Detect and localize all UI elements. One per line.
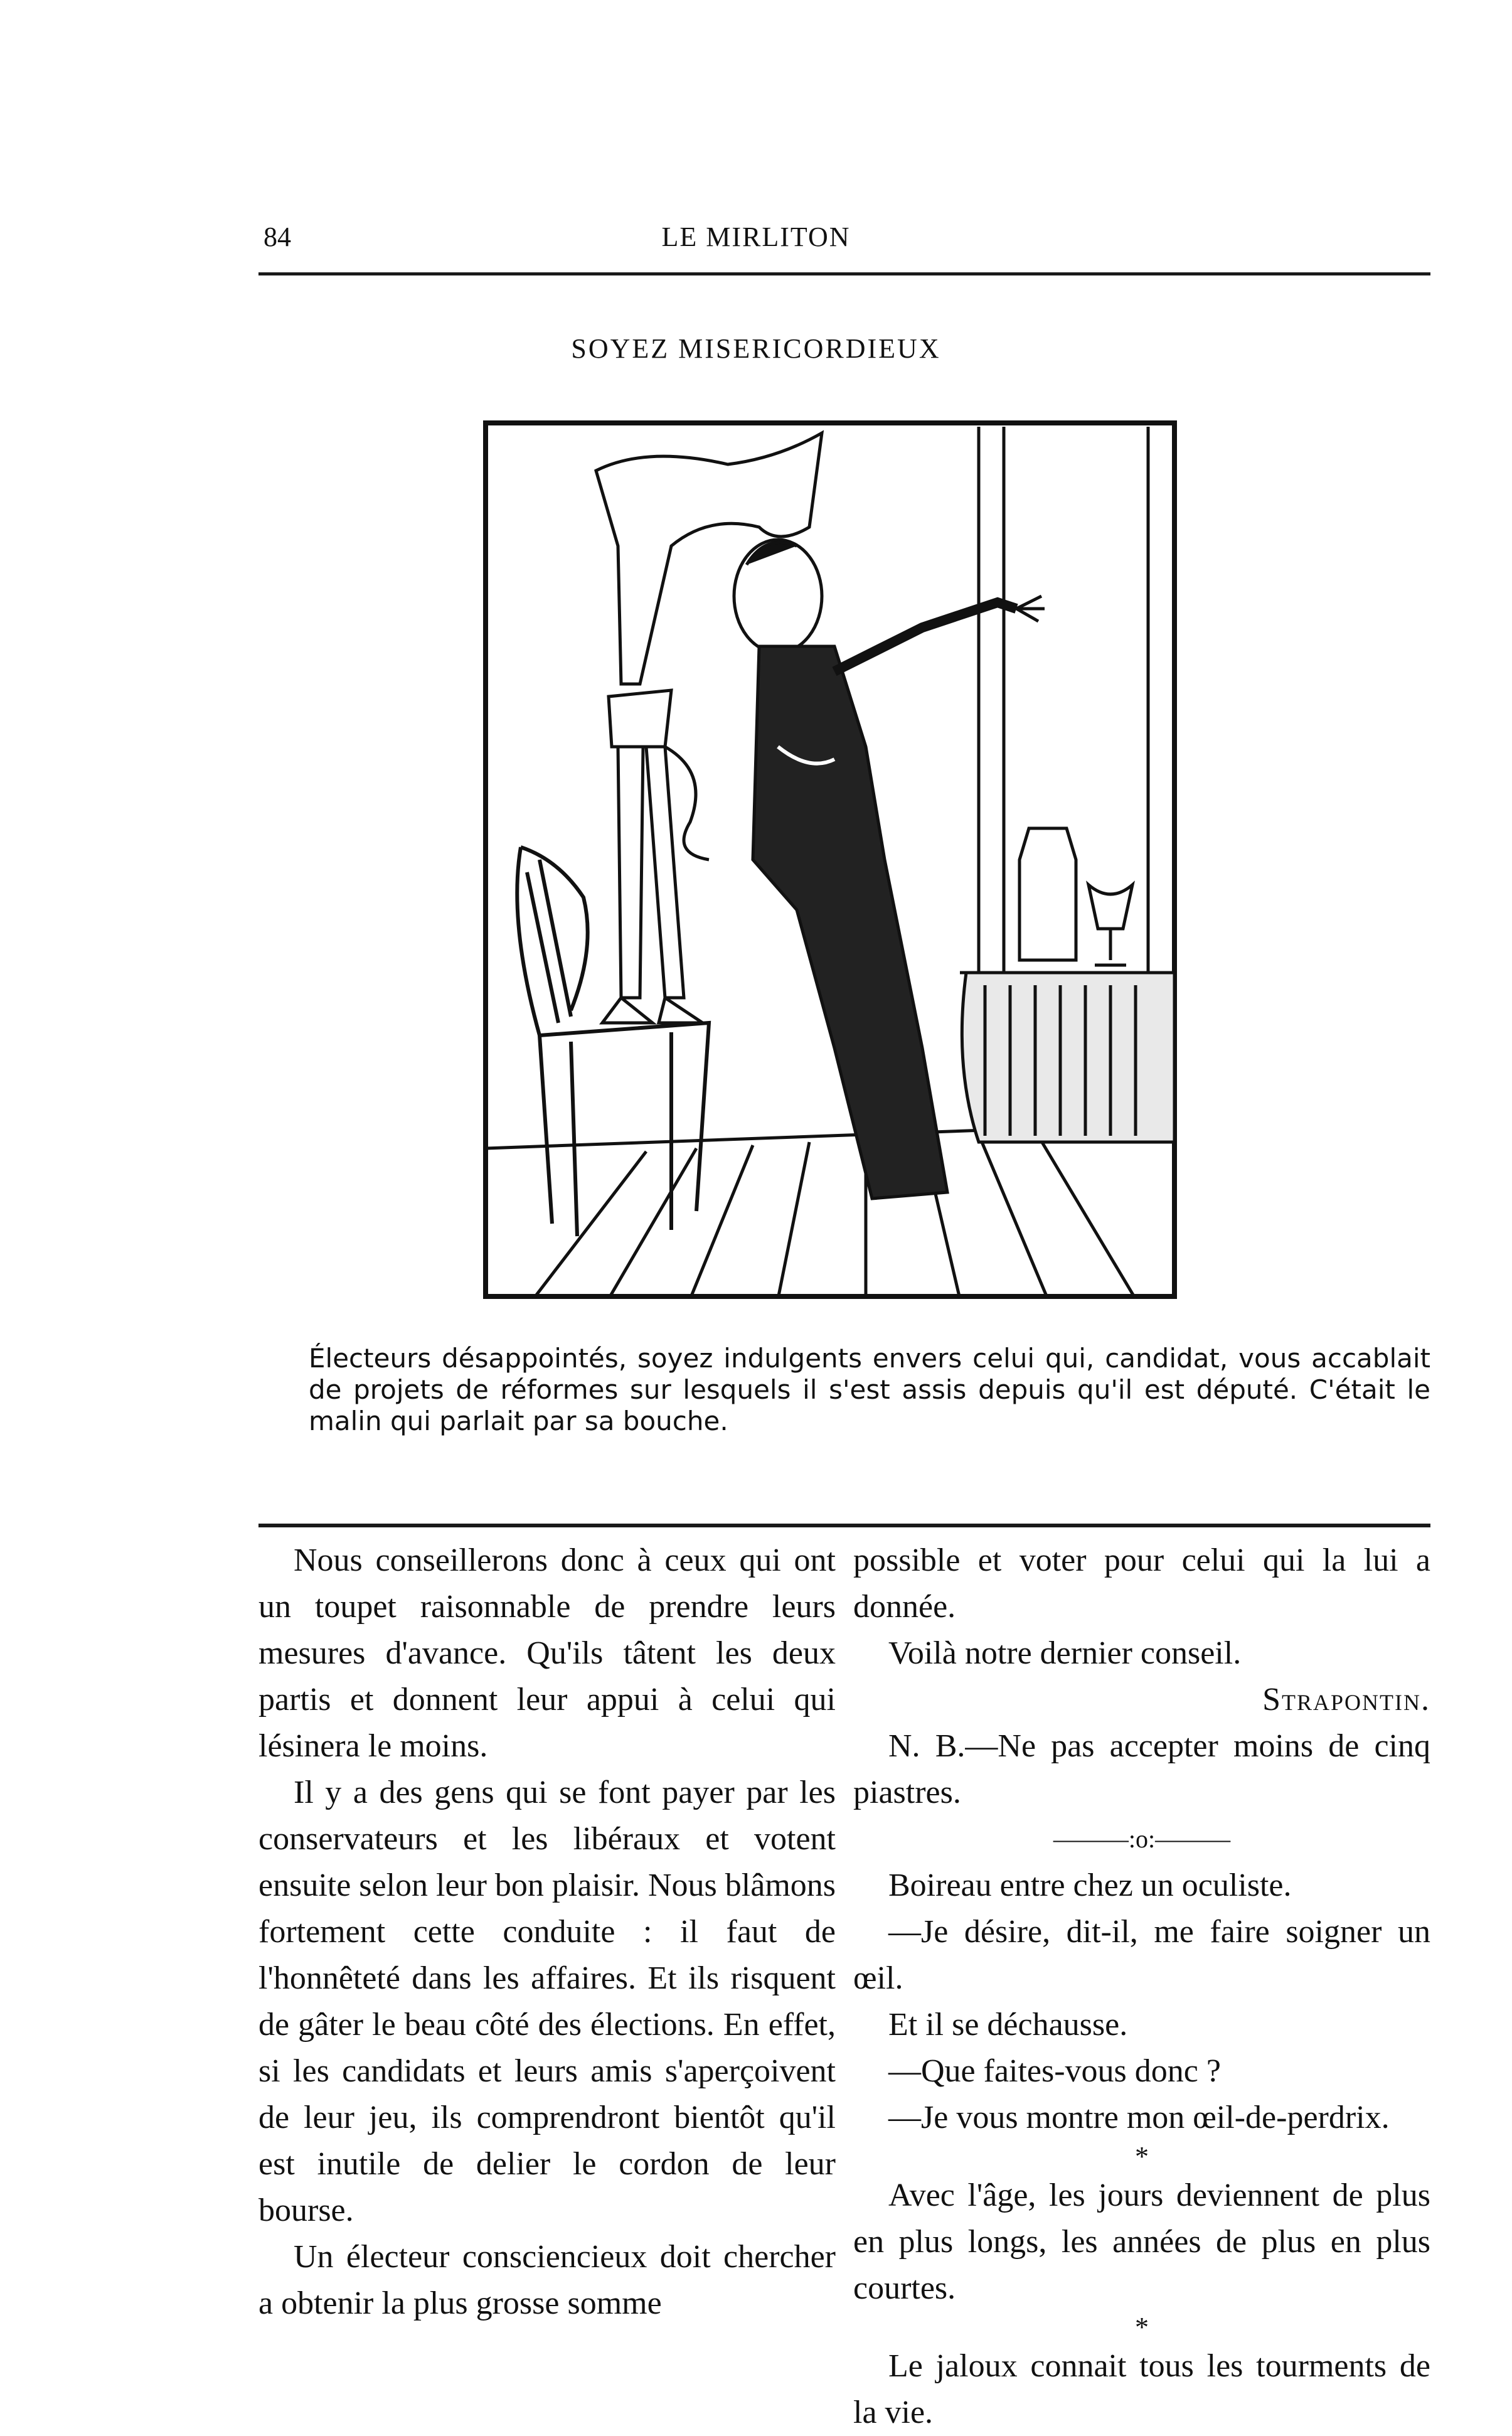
left-column [258, 1537, 836, 2327]
paragraph: Avec l'âge, les jours deviennent de plus en plus longs, les années de plus en plus courtes. [853, 2177, 1430, 2306]
caption-text: Électeurs désappointés, soyez indulgents envers celui qui, candidat, vous accablait de projets de réformes sur lesquels il s'est assis depuis qu'il est député. C'était le malin qui parlait par sa bouche. [309, 1343, 1430, 1436]
caption-rule [258, 1524, 1430, 1527]
paragraph: Voilà notre dernier conseil. [888, 1635, 1242, 1671]
section-separator: ———:o:——— [1053, 1825, 1231, 1853]
paragraph: Et il se déchausse. [888, 2007, 1128, 2043]
article-title: SOYEZ MISERICORDIEUX [571, 333, 941, 364]
paragraph: Le jaloux connait tous les tourments de la vie. [853, 2348, 1430, 2430]
engraving-illustration [483, 420, 1177, 1299]
paragraph: N. B.—Ne pas accepter moins de cinq piastres. [853, 1728, 1430, 1810]
paragraph: Nous conseillerons donc à ceux qui ont un toupet raisonnable de prendre leurs mesures d'avance. Qu'ils tâtent les deux partis et donnent leur appui à celui qui lésinera le moins. [258, 1542, 836, 1764]
paragraph: Il y a des gens qui se font payer par les conservateurs et les libéraux et votent ensuite selon leur bon plaisir. Nous blâmons fortement cette conduite : il faut de l'honnêteté dans les affaires. Et ils risquent de gâter le beau côté des élections. En effet, si les candidats et leurs amis s'aperçoivent de leur jeu, ils comprendront bientôt qu'il est inutile de delier le cordon de leur bourse. [258, 1775, 836, 2228]
asterism: * [1135, 2141, 1149, 2172]
asterism: * [1135, 2312, 1149, 2343]
page-number: 84 [264, 222, 291, 252]
running-head: LE MIRLITON [661, 222, 851, 252]
illustration-caption [258, 1343, 1430, 1437]
author-signature: Strapontin. [1262, 1682, 1430, 1717]
paragraph: —Que faites-vous donc ? [888, 2053, 1221, 2089]
header-rule [258, 272, 1430, 275]
paragraph: —Je désire, dit-il, me faire soigner un œil. [853, 1914, 1430, 1996]
right-column [853, 1537, 1430, 2436]
paragraph: possible et voter pour celui qui la lui a donnée. [853, 1542, 1430, 1625]
paragraph: —Je vous montre mon œil-de-perdrix. [888, 2100, 1390, 2135]
paragraph: Boireau entre chez un oculiste. [888, 1867, 1292, 1903]
paragraph: Un électeur consciencieux doit chercher a obtenir la plus grosse somme [258, 2239, 836, 2321]
